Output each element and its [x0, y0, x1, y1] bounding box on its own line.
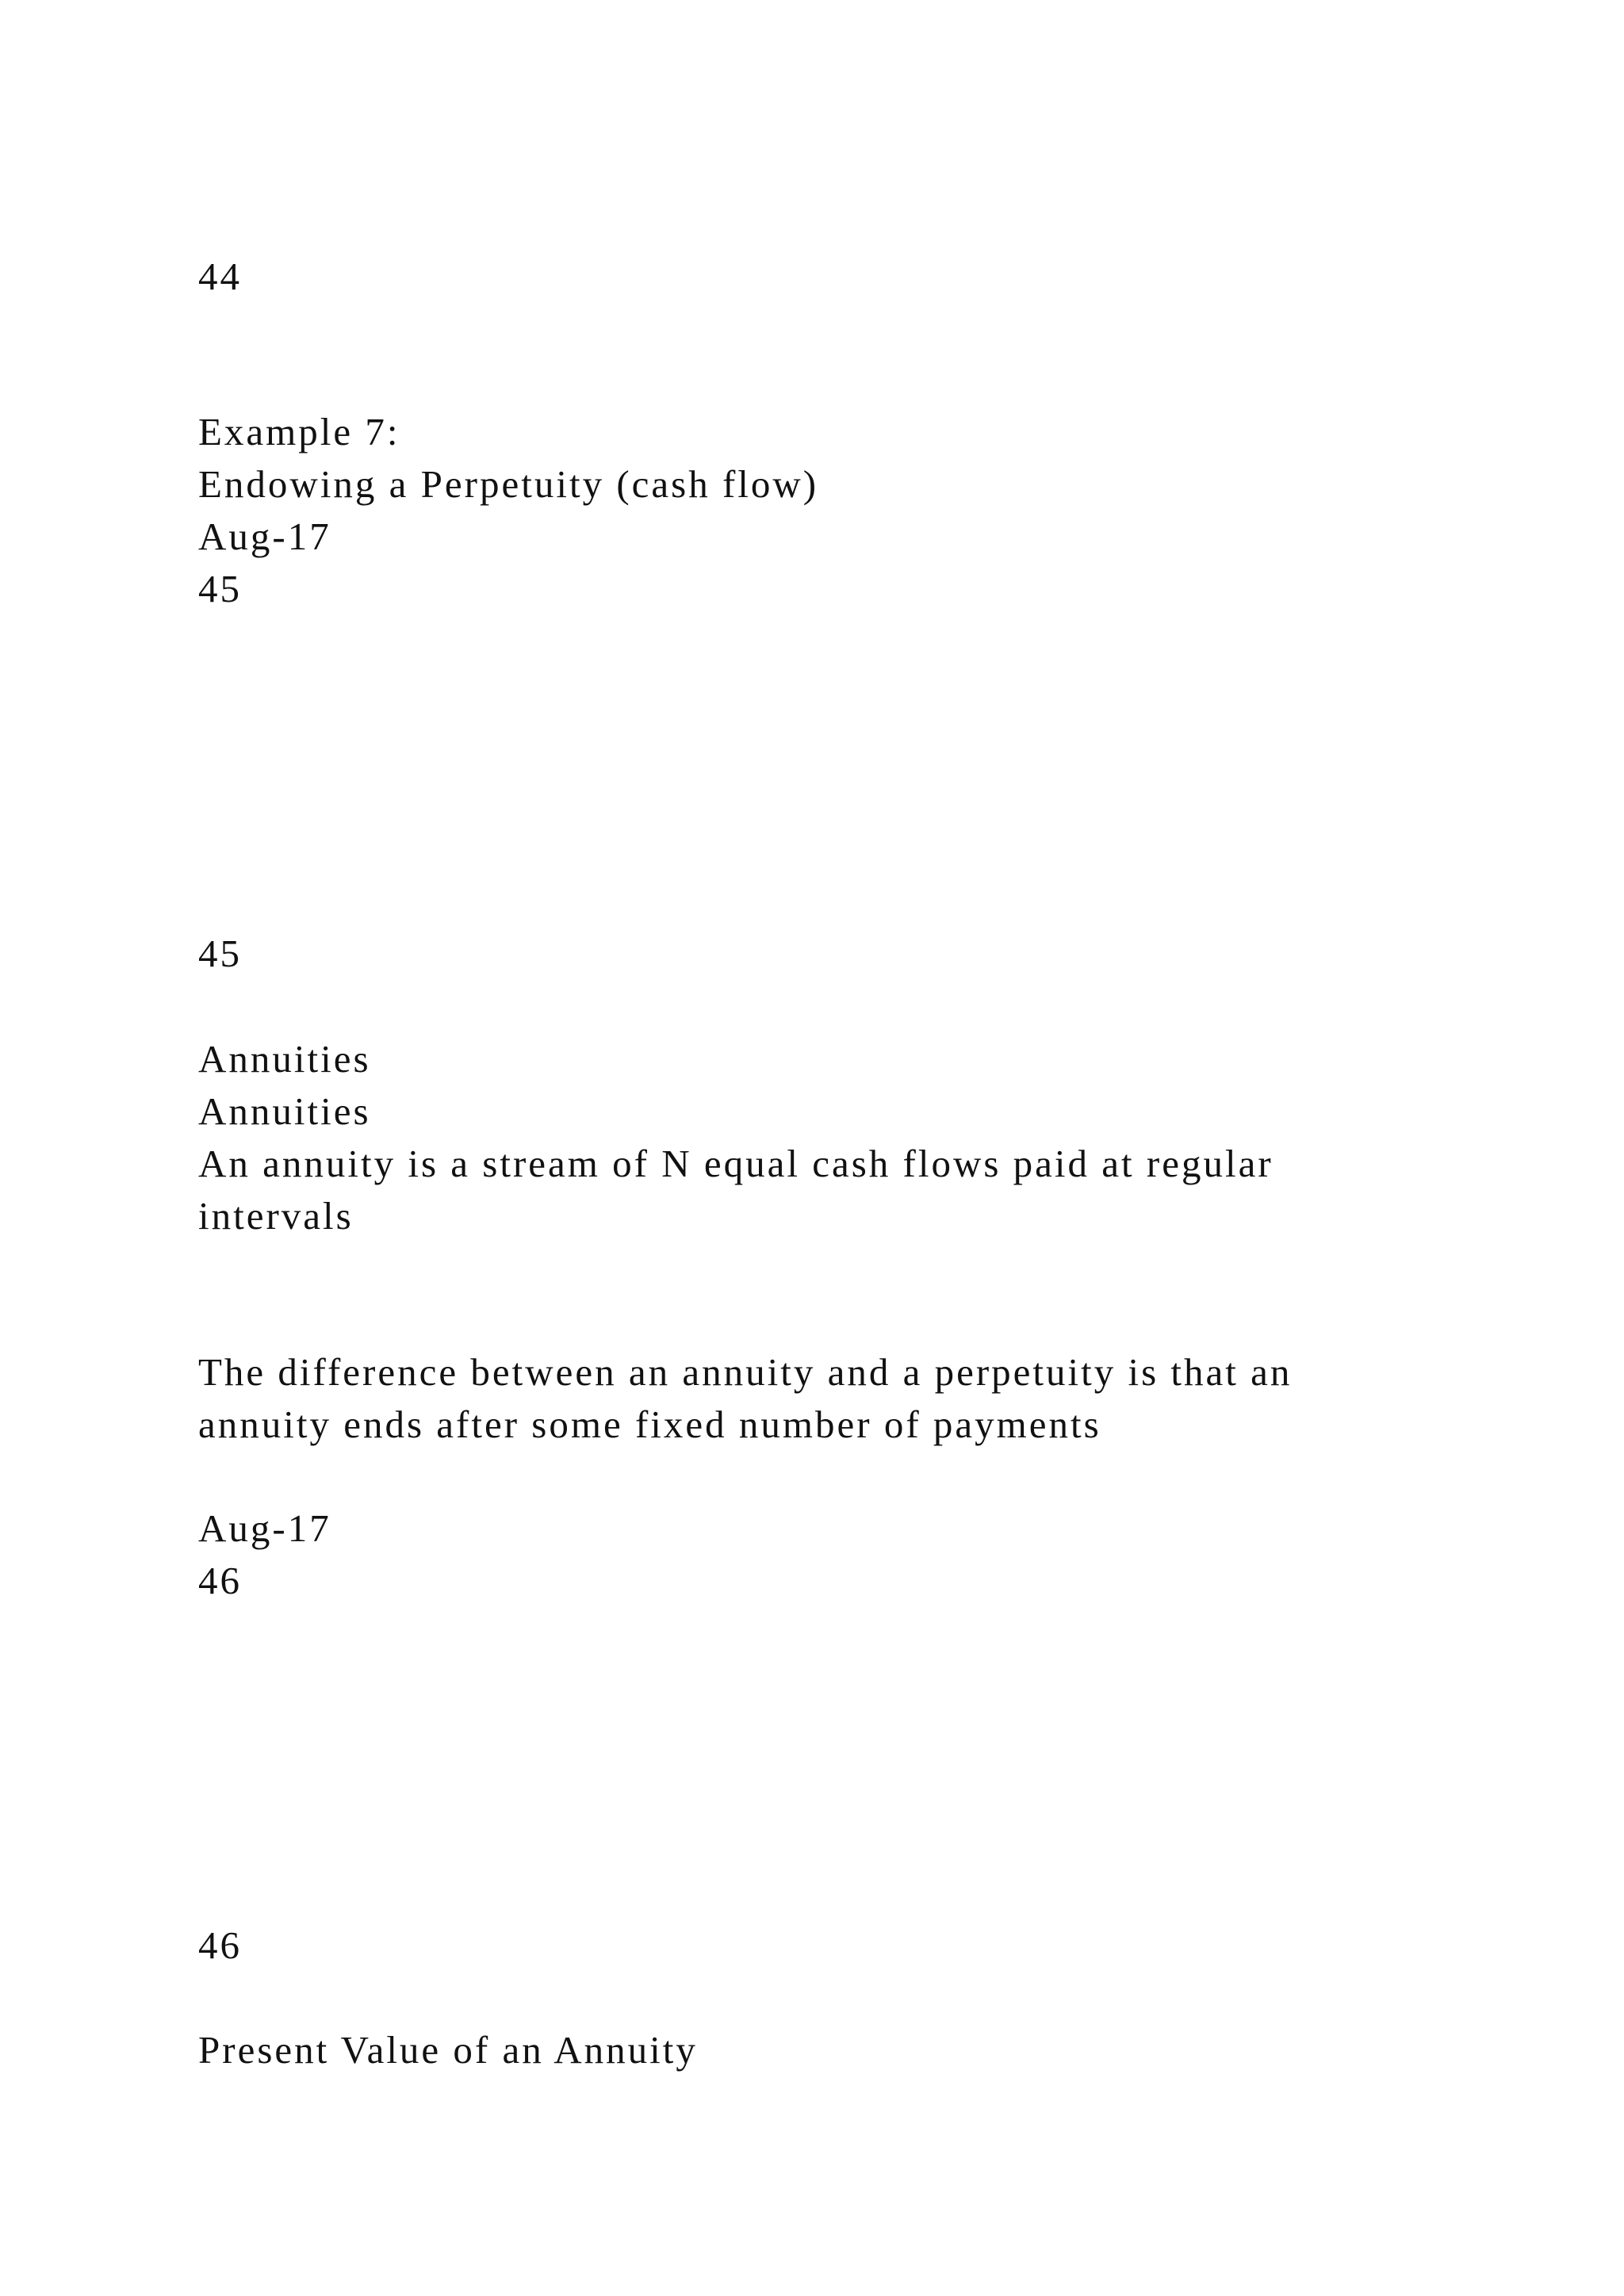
slide-title: Annuities	[198, 1089, 371, 1133]
slide-date: Aug-17	[198, 1506, 331, 1550]
example-label: Example 7:	[198, 410, 400, 453]
slide-number: 46	[198, 1559, 242, 1602]
page-number: 46	[198, 1923, 242, 1967]
example-title: Endowing a Perpetuity (cash flow)	[198, 462, 819, 506]
section-heading: Present Value of an Annuity	[198, 2028, 698, 2072]
section-heading: Annuities	[198, 1037, 371, 1081]
page-number: 45	[198, 932, 242, 975]
body-text: intervals	[198, 1194, 354, 1238]
slide-number: 45	[198, 567, 242, 610]
slide-date: Aug-17	[198, 515, 331, 558]
page-number: 44	[198, 254, 242, 298]
body-text: annuity ends after some fixed number of payments	[198, 1402, 1101, 1446]
body-text: The difference between an annuity and a perpetuity is that an	[198, 1350, 1293, 1394]
body-text: An annuity is a stream of N equal cash flows paid at regular	[198, 1142, 1274, 1185]
